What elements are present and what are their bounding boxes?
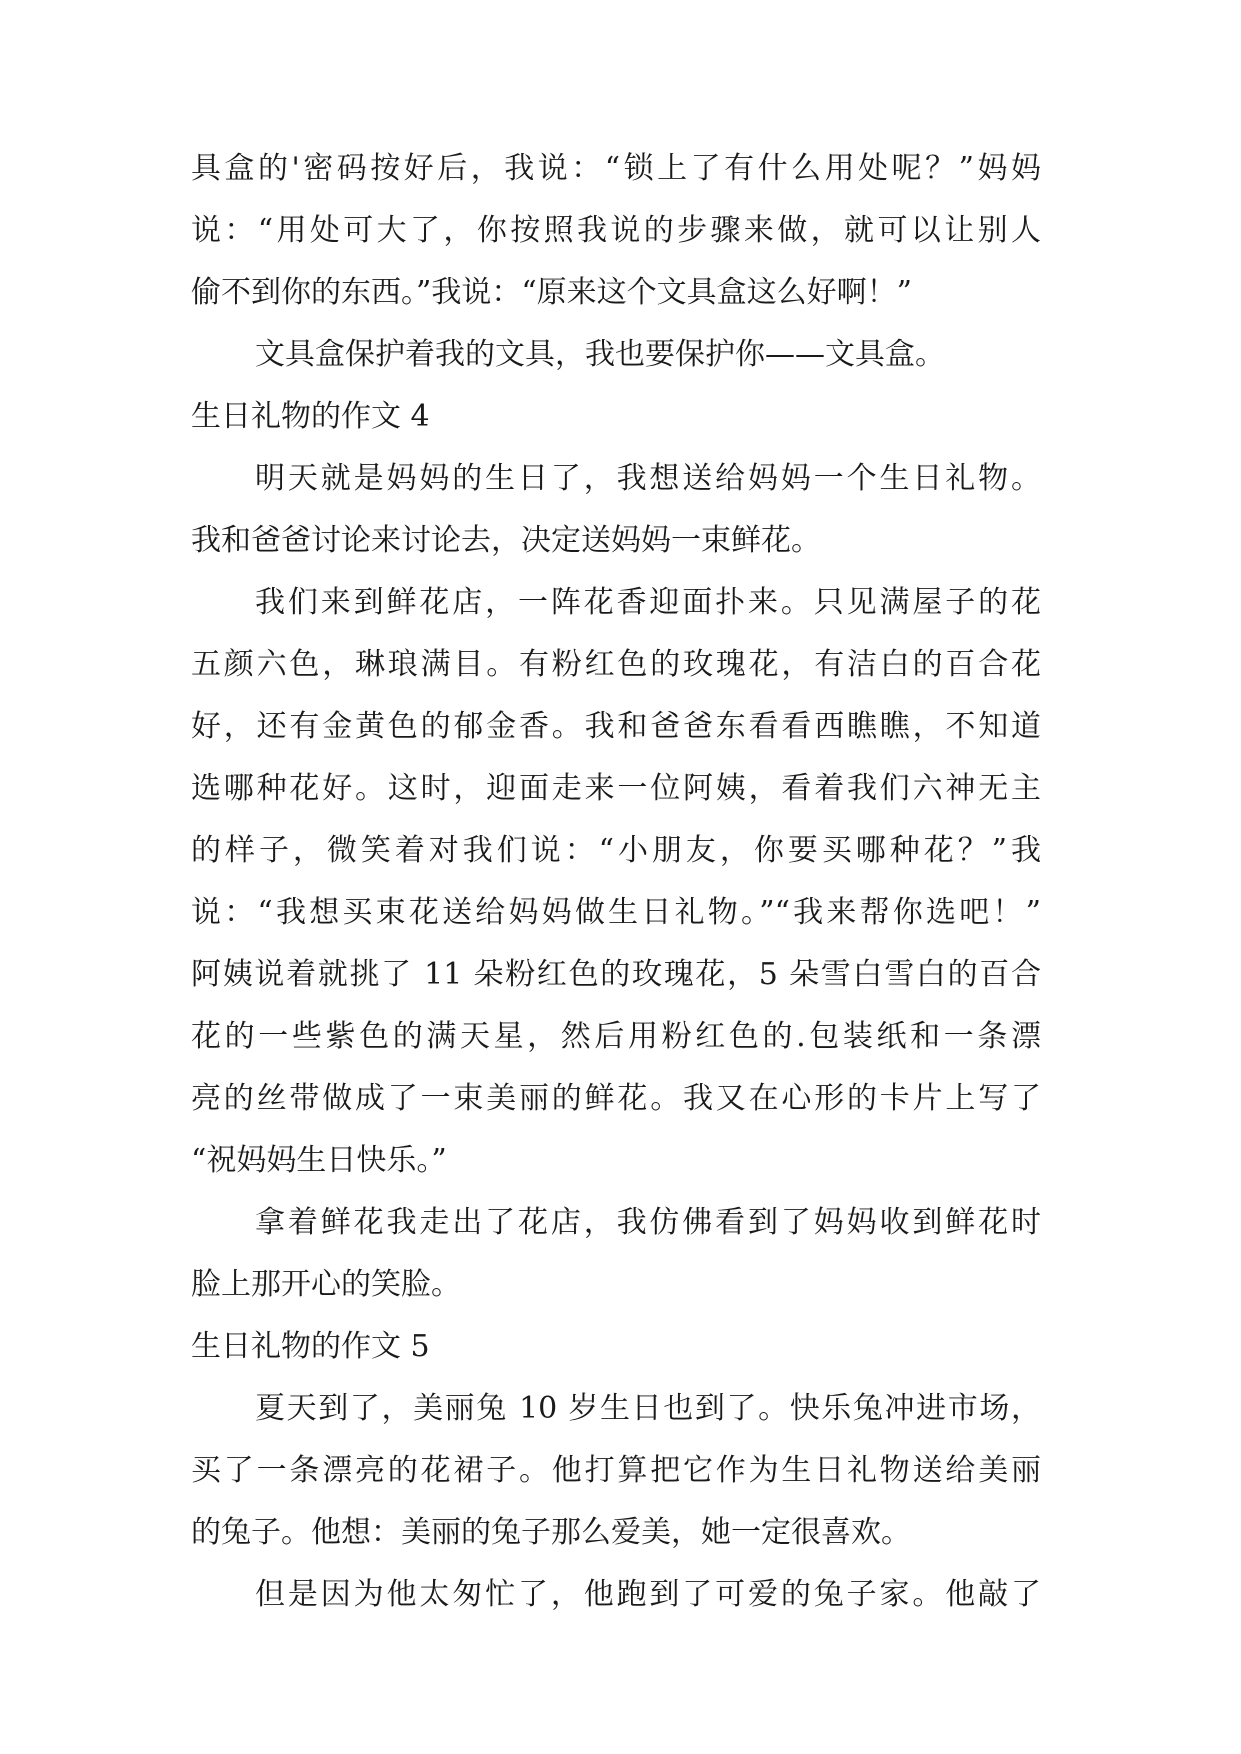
text-line: 具盒的'密码按好后，我说：“锁上了有什么用处呢？”妈妈: [191, 151, 1041, 186]
text-line: 但是因为他太匆忙了，他跑到了可爱的兔子家。他敲了: [255, 1577, 1041, 1612]
text-line: 脸上那开心的笑脸。: [191, 1267, 461, 1302]
text-line: 拿着鲜花我走出了花店，我仿佛看到了妈妈收到鲜花时: [255, 1205, 1041, 1240]
text-line: 说：“用处可大了，你按照我说的步骤来做，就可以让别人: [191, 213, 1041, 248]
text-line: 买了一条漂亮的花裙子。他打算把它作为生日礼物送给美丽: [191, 1453, 1041, 1488]
text-line: 的样子，微笑着对我们说：“小朋友，你要买哪种花？”我: [191, 833, 1041, 868]
text-line: 花的一些紫色的满天星，然后用粉红色的.包装纸和一条漂: [191, 1019, 1041, 1054]
text-line: 阿姨说着就挑了 11 朵粉红色的玫瑰花，5 朵雪白雪白的百合: [191, 957, 1041, 992]
text-line: 亮的丝带做成了一束美丽的鲜花。我又在心形的卡片上写了: [191, 1081, 1041, 1116]
text-line: 明天就是妈妈的生日了，我想送给妈妈一个生日礼物。: [255, 461, 1041, 496]
text-line: 选哪种花好。这时，迎面走来一位阿姨，看着我们六神无主: [191, 771, 1041, 806]
text-line: 的兔子。他想：美丽的兔子那么爱美，她一定很喜欢。: [191, 1515, 911, 1550]
text-line: 五颜六色，琳琅满目。有粉红色的玫瑰花，有洁白的百合花: [191, 647, 1041, 682]
text-line: 好，还有金黄色的郁金香。我和爸爸东看看西瞧瞧，不知道: [191, 709, 1041, 744]
text-line: 我和爸爸讨论来讨论去，决定送妈妈一束鲜花。: [191, 523, 821, 558]
text-line: 夏天到了，美丽兔 10 岁生日也到了。快乐兔冲进市场，: [255, 1391, 1041, 1426]
text-line: 我们来到鲜花店，一阵花香迎面扑来。只见满屋子的花: [255, 585, 1041, 620]
text-line: “祝妈妈生日快乐。”: [191, 1143, 447, 1178]
text-line: 偷不到你的东西。”我说：“原来这个文具盒这么好啊！”: [191, 275, 913, 310]
section-heading: 生日礼物的作文 4: [191, 399, 430, 434]
text-line: 说：“我想买束花送给妈妈做生日礼物。”“我来帮你选吧！”: [191, 895, 1041, 930]
section-heading: 生日礼物的作文 5: [191, 1329, 430, 1364]
text-line: 文具盒保护着我的文具，我也要保护你——文具盒。: [255, 337, 945, 372]
